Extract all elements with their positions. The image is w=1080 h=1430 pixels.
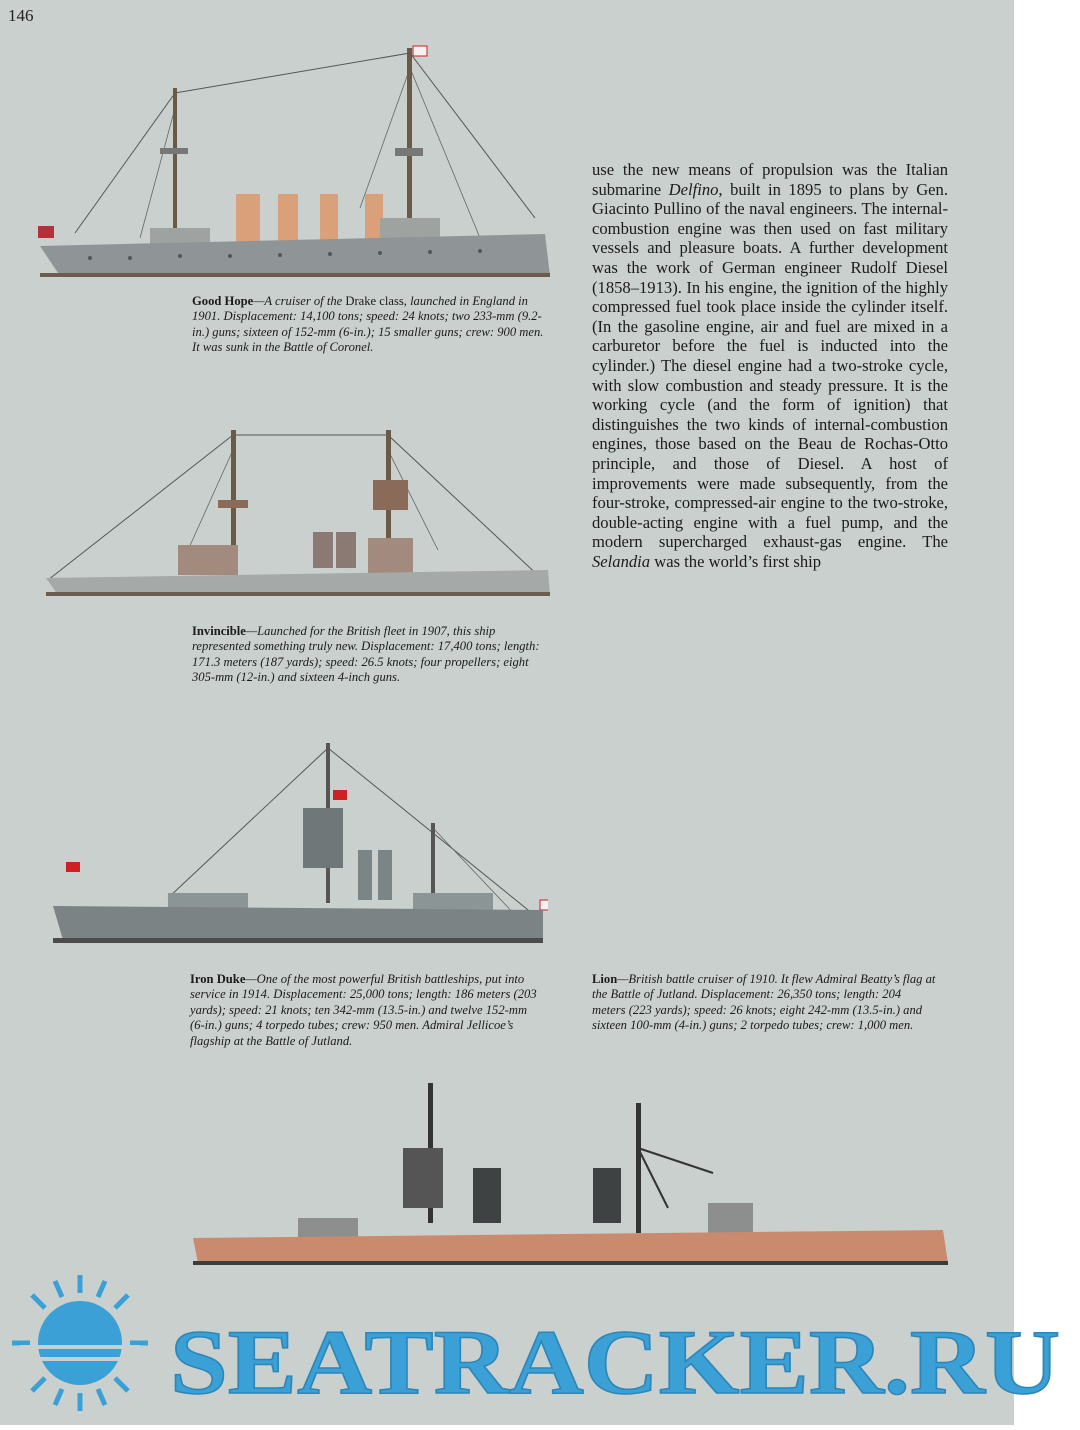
- invincible-caption-text: —Launched for the British fleet in 1907, this ship represented something truly new. Displacement: 17,400 tons; length: 171.3 meters (187 yards); speed: 26.5 knots; four propellers; eight 305-mm (12-in.) and sixteen 4-inch guns.: [192, 624, 540, 685]
- lion-caption-title: Lion: [592, 972, 618, 986]
- body-text-italic-selandia: Selandia: [592, 551, 651, 571]
- watermark-text: SEATRACKER.RU: [170, 1311, 1060, 1413]
- good-hope-caption-text-a: —A cruiser of the: [253, 294, 346, 308]
- sun-logo-icon: [12, 1275, 148, 1411]
- invincible-caption: [192, 624, 542, 686]
- iron-duke-caption: [190, 972, 542, 1049]
- good-hope-caption-text-c: , launched in England in 1901. Displacement: 14,100 tons; speed: 24 knots; two 233-mm (9.2-in.) guns; sixteen of 152-mm (6-in.); 15 smaller guns; crew: 900 men. It was sunk in the Battle of Coronel.: [192, 294, 544, 355]
- lion-caption-text: —British battle cruiser of 1910. It flew Admiral Beatty’s flag at the Battle of Jutland. Displacement: 26,350 tons; length: 204 meters (223 yards); speed: 26 knots; eight 242-mm (13.5-in.) and sixteen 100-mm (4-in.) guns; 2 torpedo tubes; crew: 1,000 men.: [592, 972, 936, 1033]
- body-text: [592, 160, 948, 571]
- good-hope-illustration: [30, 38, 560, 283]
- invincible-illustration: [38, 420, 558, 600]
- body-text-segment-1: use the new means of propulsion was the Italian submarine: [592, 160, 948, 199]
- seatracker-watermark: [0, 1265, 1080, 1425]
- body-text-segment-3: was the world’s first ship: [650, 551, 822, 571]
- lion-caption: [592, 972, 937, 1034]
- body-text-segment-2: , built in 1895 to plans by Gen. Giacinto Pullino of the naval engineers. The internal-combustion engine was then used on fast military vessels and pleasure boats. A further development was the work of German engineer Rudolf Diesel (1858–1913). In his engine, the ignition of the highly compressed fuel took place inside the cylinder itself. (In the gasoline engine, air and fuel are mixed in a carburetor before the fuel is inducted into the cylinder.) The diesel engine had a two-stroke cycle, with slow combustion and steady pressure. It is the working cycle (and the form of ignition) that distinguishes the two kinds of internal-combustion engines, those based on the Beau de Rochas-Otto principle, and those of Diesel. A host of improvements were made subsequently, from the four-stroke, compressed-air engine to the two-stroke, double-acting engine with a fuel pump, and the modern supercharged exhaust-gas engine. The: [592, 179, 948, 552]
- good-hope-caption-title: Good Hope: [192, 294, 254, 308]
- body-text-italic-delfino: Delfino: [668, 179, 719, 199]
- iron-duke-caption-title: Iron Duke: [190, 972, 246, 986]
- invincible-caption-title: Invincible: [192, 624, 246, 638]
- lion-illustration: [188, 1078, 958, 1268]
- iron-duke-illustration: [48, 728, 548, 948]
- iron-duke-caption-text: —One of the most powerful British battleships, put into service in 1914. Displacement: 25,000 tons; length: 186 meters (203 yards); speed: 21 knots; ten 342-mm (13.5-in.) and twelve 152-mm (6-in.) guns; 4 torpedo tubes; crew: 950 men. Admiral Jellicoe’s flagship at the Battle of Jutland.: [190, 972, 537, 1048]
- page-number: 146: [8, 6, 34, 25]
- good-hope-caption-class: Drake class: [345, 294, 404, 308]
- good-hope-caption: [192, 294, 544, 356]
